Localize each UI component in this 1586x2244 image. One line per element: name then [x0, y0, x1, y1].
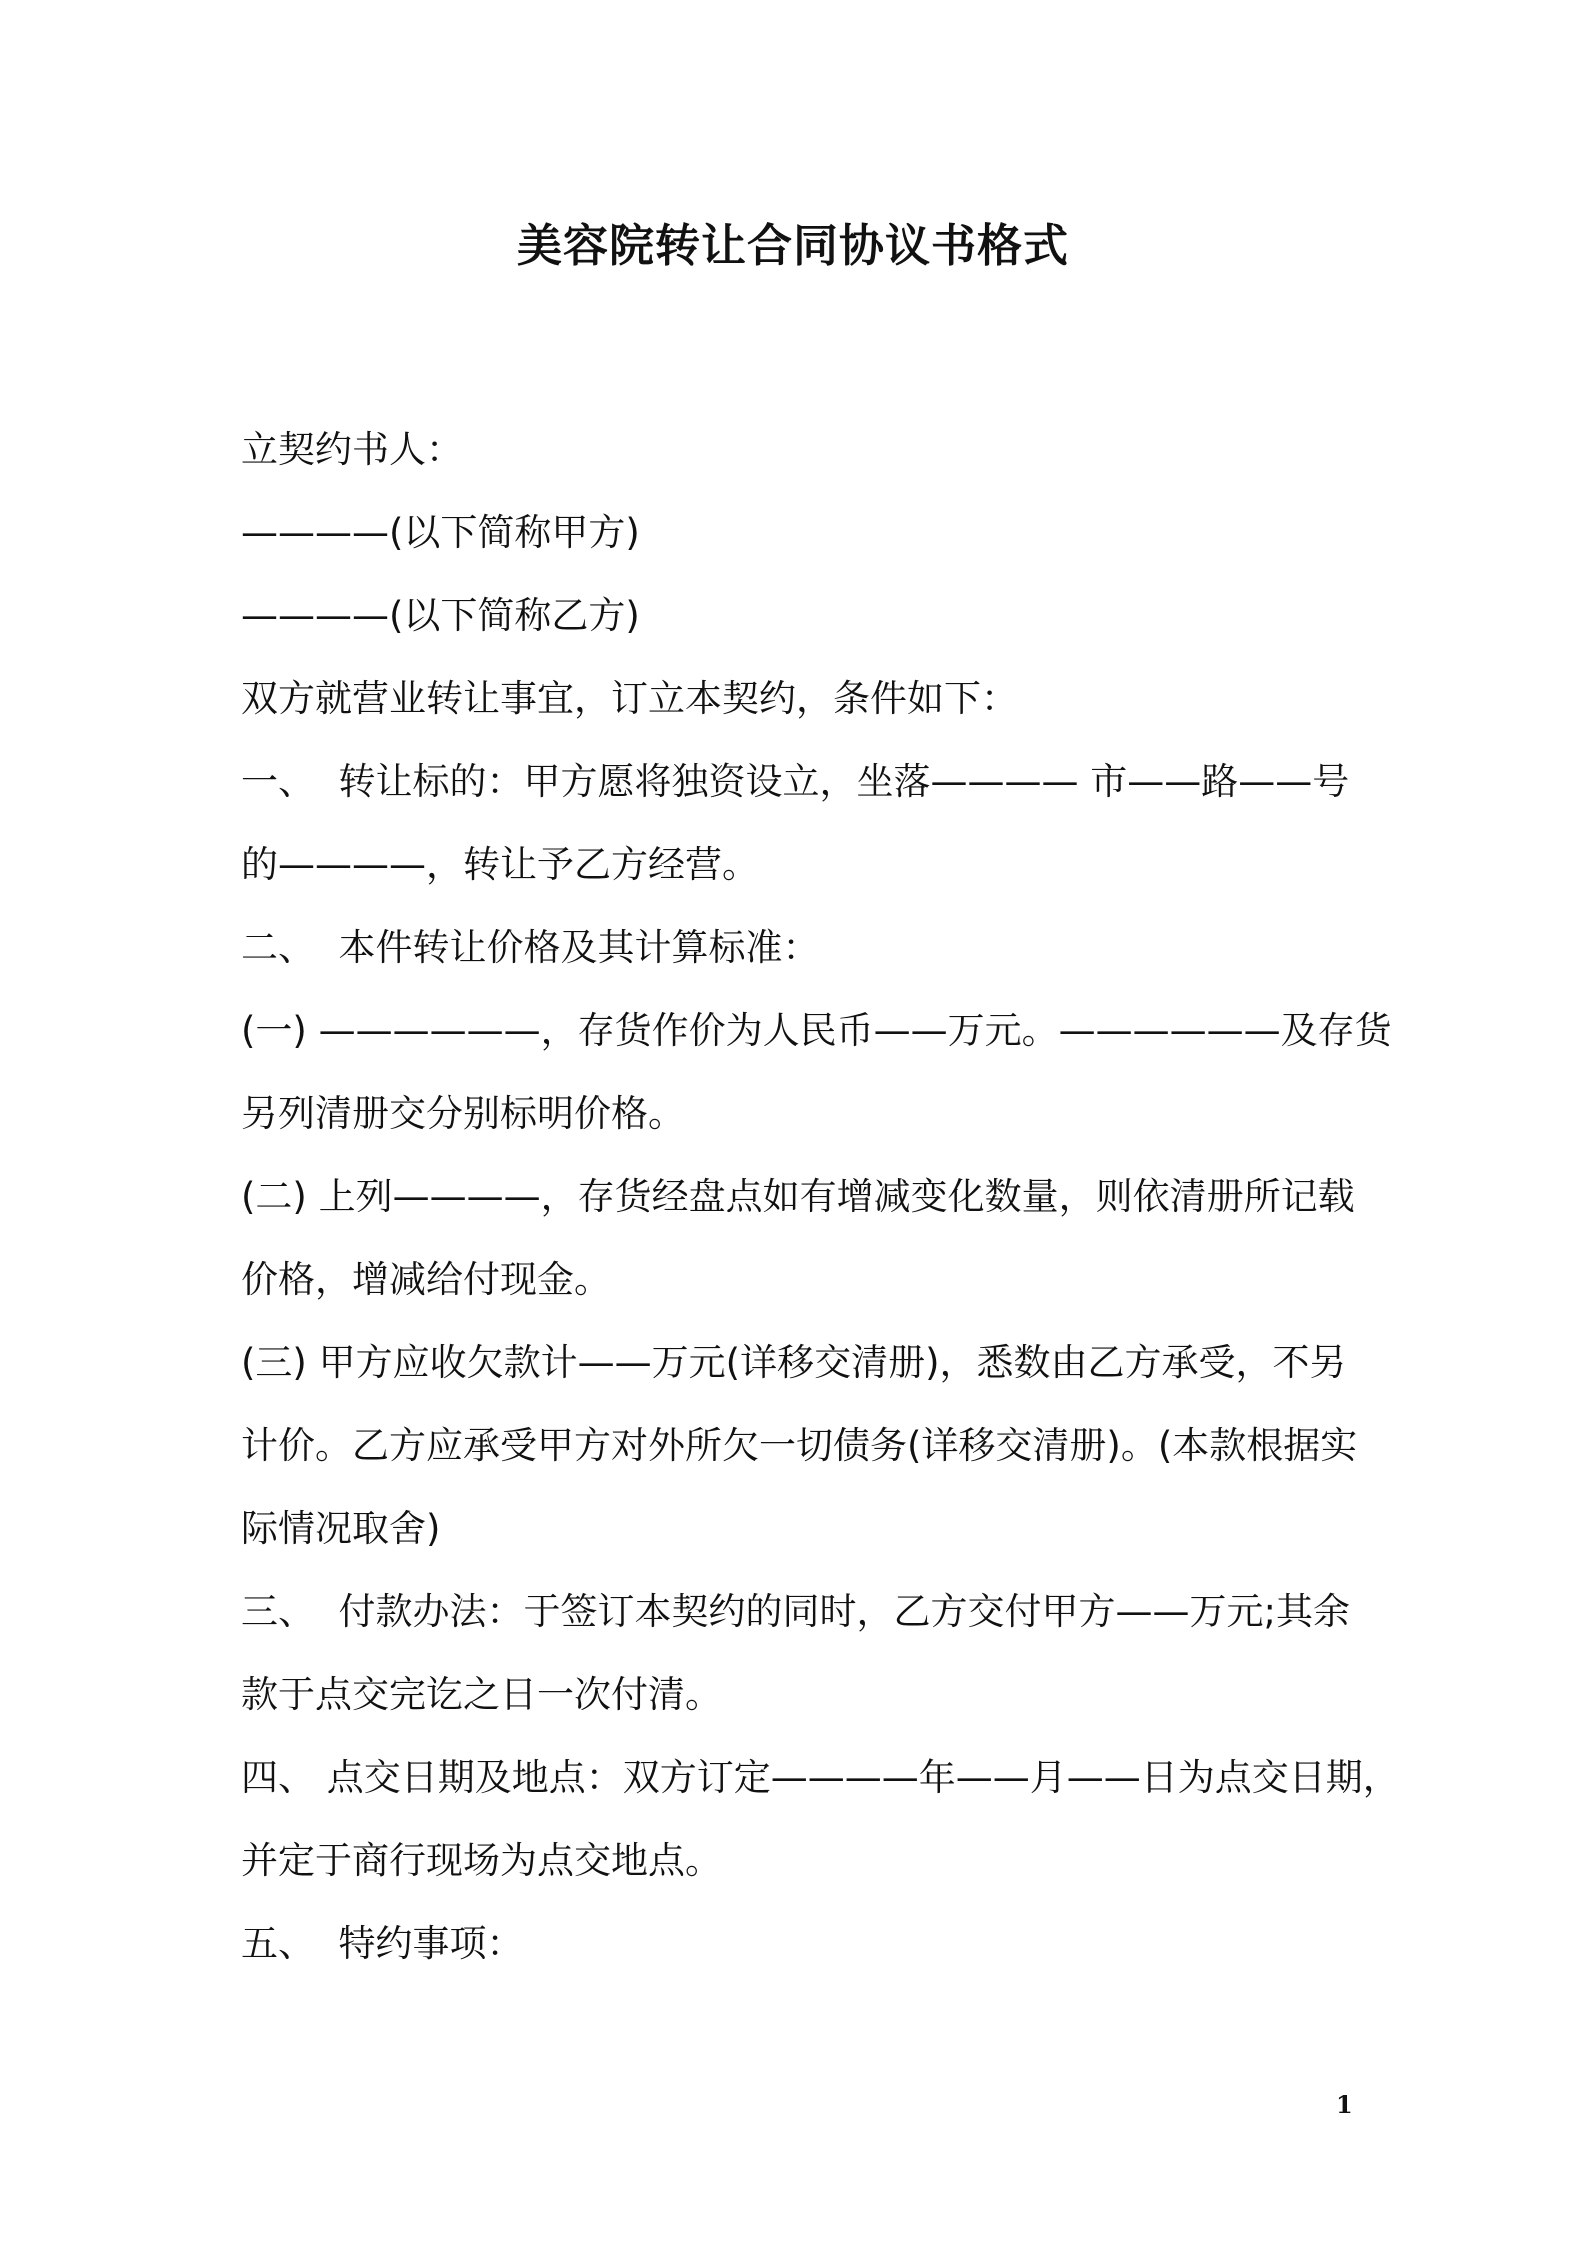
line-14: 际情况取舍) — [241, 1507, 441, 1550]
line-5: 一、 转让标的：甲方愿将独资设立，坐落———— 市——路——号 — [241, 760, 1350, 803]
line-11: 价格，增减给付现金。 — [241, 1258, 611, 1301]
document-title: 美容院转让合同协议书格式 — [516, 219, 1069, 272]
line-13: 计价。乙方应承受甲方对外所欠一切债务(详移交清册)。(本款根据实 — [241, 1424, 1358, 1467]
line-6: 的————，转让予乙方经营。 — [241, 843, 759, 886]
line-4: 双方就营业转让事宜，订立本契约，条件如下： — [241, 677, 1018, 720]
line-10: (二) 上列————，存货经盘点如有增减变化数量，则依清册所记载 — [241, 1175, 1355, 1218]
line-2: ————(以下简称甲方) — [241, 511, 640, 554]
line-18: 并定于商行现场为点交地点。 — [241, 1839, 722, 1882]
page-number: 1 — [1336, 2090, 1353, 2119]
line-3: ————(以下简称乙方) — [241, 594, 640, 637]
line-7: 二、 本件转让价格及其计算标准： — [241, 926, 820, 969]
line-15: 三、 付款办法：于签订本契约的同时，乙方交付甲方——万元;其余 — [241, 1590, 1350, 1633]
line-9: 另列清册交分别标明价格。 — [241, 1092, 685, 1135]
line-17: 四、 点交日期及地点：双方订定————年——月——日为点交日期， — [241, 1756, 1400, 1799]
line-8: (一) ——————，存货作价为人民币——万元。——————及存货 — [241, 1009, 1392, 1052]
document-body — [241, 408, 1400, 1985]
line-12: (三) 甲方应收欠款计——万元(详移交清册)，悉数由乙方承受，不另 — [241, 1341, 1347, 1384]
line-16: 款于点交完讫之日一次付清。 — [241, 1673, 722, 1716]
line-19: 五、 特约事项： — [241, 1922, 524, 1965]
line-1: 立契约书人： — [241, 428, 463, 471]
